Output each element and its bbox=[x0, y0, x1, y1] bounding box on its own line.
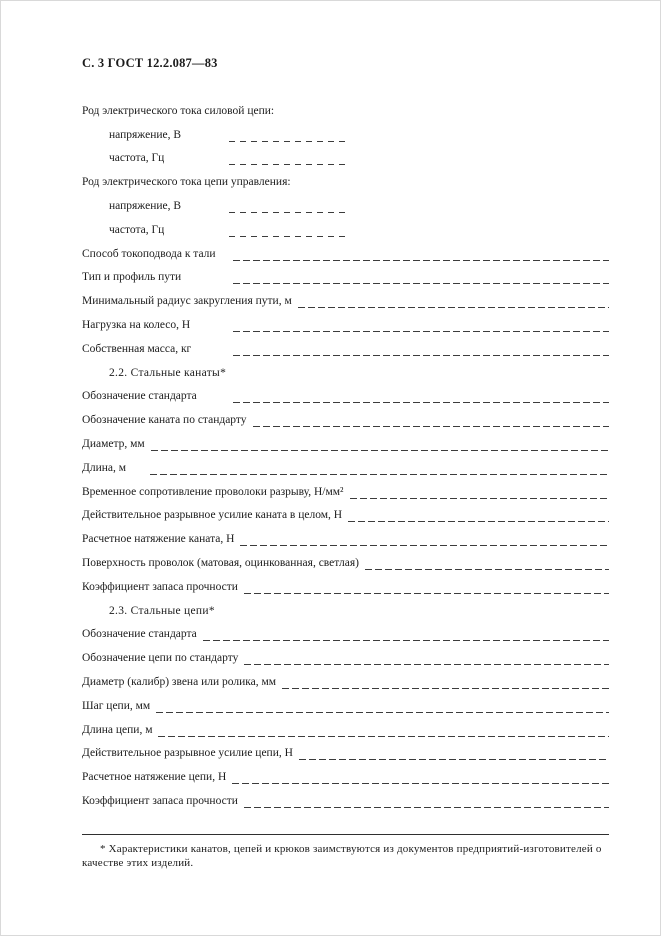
form-row bbox=[82, 284, 609, 308]
blank-fill-line bbox=[244, 796, 609, 808]
blank-fill-line bbox=[299, 748, 609, 760]
blank-fill-line bbox=[350, 487, 609, 499]
field-label: Коэффициент запаса прочности bbox=[82, 794, 238, 807]
blank-fill-line bbox=[240, 534, 609, 546]
field-label: Род электрического тока цепи управления: bbox=[82, 176, 291, 189]
field-label: Обозначение каната по стандарту bbox=[82, 414, 247, 427]
blank-fill-line bbox=[229, 130, 347, 142]
field-label: Обозначение цепи по стандарту bbox=[82, 652, 239, 665]
field-label: Поверхность проволок (матовая, оцинкованная, светлая) bbox=[82, 556, 359, 569]
field-label: 2.3. Стальные цепи* bbox=[109, 604, 215, 617]
blank-fill-line bbox=[298, 296, 609, 308]
field-label: 2.2. Стальные канаты* bbox=[109, 366, 227, 379]
field-label: Действительное разрывное усилие каната в целом, Н bbox=[82, 509, 343, 522]
form-row bbox=[82, 261, 609, 285]
form-row bbox=[82, 189, 609, 213]
field-label: Способ токоподвода к тали bbox=[82, 247, 216, 260]
field-label: Тип и профиль пути bbox=[82, 271, 182, 284]
section-heading bbox=[82, 356, 609, 380]
form-row bbox=[82, 308, 609, 332]
form-row bbox=[82, 237, 609, 261]
form-row bbox=[82, 403, 609, 427]
blank-fill-line bbox=[150, 463, 609, 475]
field-label: Действительное разрывное усилие цепи, Н bbox=[82, 747, 293, 760]
field-label: частота, Гц bbox=[109, 152, 165, 165]
field-label: напряжение, В bbox=[109, 128, 182, 141]
form-row bbox=[82, 641, 609, 665]
field-label: Длина цепи, м bbox=[82, 723, 153, 736]
field-label: Нагрузка на колесо, Н bbox=[82, 318, 191, 331]
field-label: Длина, м bbox=[82, 461, 127, 474]
form-row bbox=[82, 784, 609, 808]
form-row bbox=[82, 451, 609, 475]
blank-fill-line bbox=[156, 701, 609, 713]
form-row bbox=[82, 713, 609, 737]
section-heading bbox=[82, 594, 609, 618]
field-label: Диаметр, мм bbox=[82, 437, 145, 450]
page-content bbox=[82, 56, 609, 870]
field-label: Шаг цепи, мм bbox=[82, 699, 151, 712]
blank-fill-line bbox=[203, 629, 609, 641]
field-label: напряжение, В bbox=[109, 199, 182, 212]
footnote: * Характеристики канатов, цепей и крюков заимствуются из документов предприятий-изготовителей о качестве этих изделий. bbox=[82, 834, 609, 870]
form-row bbox=[82, 118, 609, 142]
field-label: Обозначение стандарта bbox=[82, 390, 197, 403]
blank-fill-line bbox=[229, 225, 347, 237]
field-label: Диаметр (калибр) звена или ролика, мм bbox=[82, 675, 277, 688]
blank-fill-line bbox=[229, 201, 347, 213]
form-row bbox=[82, 737, 609, 761]
page-title: С. 3 ГОСТ 12.2.087—83 bbox=[82, 56, 218, 70]
field-label: Расчетное натяжение каната, Н bbox=[82, 533, 235, 546]
form-row bbox=[82, 499, 609, 523]
form-row bbox=[82, 570, 609, 594]
blank-fill-line bbox=[233, 249, 609, 261]
field-label: Расчетное натяжение цепи, Н bbox=[82, 771, 227, 784]
field-label: частота, Гц bbox=[109, 223, 165, 236]
form-row bbox=[82, 475, 609, 499]
blank-fill-line bbox=[253, 415, 609, 427]
blank-fill-line bbox=[233, 344, 609, 356]
blank-fill-line bbox=[282, 677, 609, 689]
form-row bbox=[82, 689, 609, 713]
field-label: Род электрического тока силовой цепи: bbox=[82, 104, 275, 117]
form-row bbox=[82, 665, 609, 689]
field-label: Собственная масса, кг bbox=[82, 342, 192, 355]
blank-fill-line bbox=[365, 558, 609, 570]
form-row bbox=[82, 760, 609, 784]
field-label: Временное сопротивление проволоки разрыву, Н/мм² bbox=[82, 485, 344, 498]
field-label: Обозначение стандарта bbox=[82, 628, 197, 641]
blank-fill-line bbox=[232, 772, 609, 784]
blank-fill-line bbox=[244, 653, 609, 665]
group-heading bbox=[82, 165, 609, 189]
form-row bbox=[82, 546, 609, 570]
form-row bbox=[82, 380, 609, 404]
form-row bbox=[82, 618, 609, 642]
blank-fill-line bbox=[233, 391, 609, 403]
blank-fill-line bbox=[233, 320, 609, 332]
field-label: Коэффициент запаса прочности bbox=[82, 580, 238, 593]
blank-fill-line bbox=[233, 272, 609, 284]
form-row bbox=[82, 522, 609, 546]
blank-fill-line bbox=[229, 153, 347, 165]
form-body bbox=[82, 94, 609, 808]
blank-fill-line bbox=[158, 725, 609, 737]
blank-fill-line bbox=[244, 582, 609, 594]
group-heading bbox=[82, 94, 609, 118]
form-row bbox=[82, 332, 609, 356]
form-row bbox=[82, 213, 609, 237]
blank-fill-line bbox=[348, 510, 609, 522]
form-row bbox=[82, 427, 609, 451]
field-label: Минимальный радиус закругления пути, м bbox=[82, 295, 292, 308]
blank-fill-line bbox=[151, 439, 609, 451]
form-row bbox=[82, 142, 609, 166]
